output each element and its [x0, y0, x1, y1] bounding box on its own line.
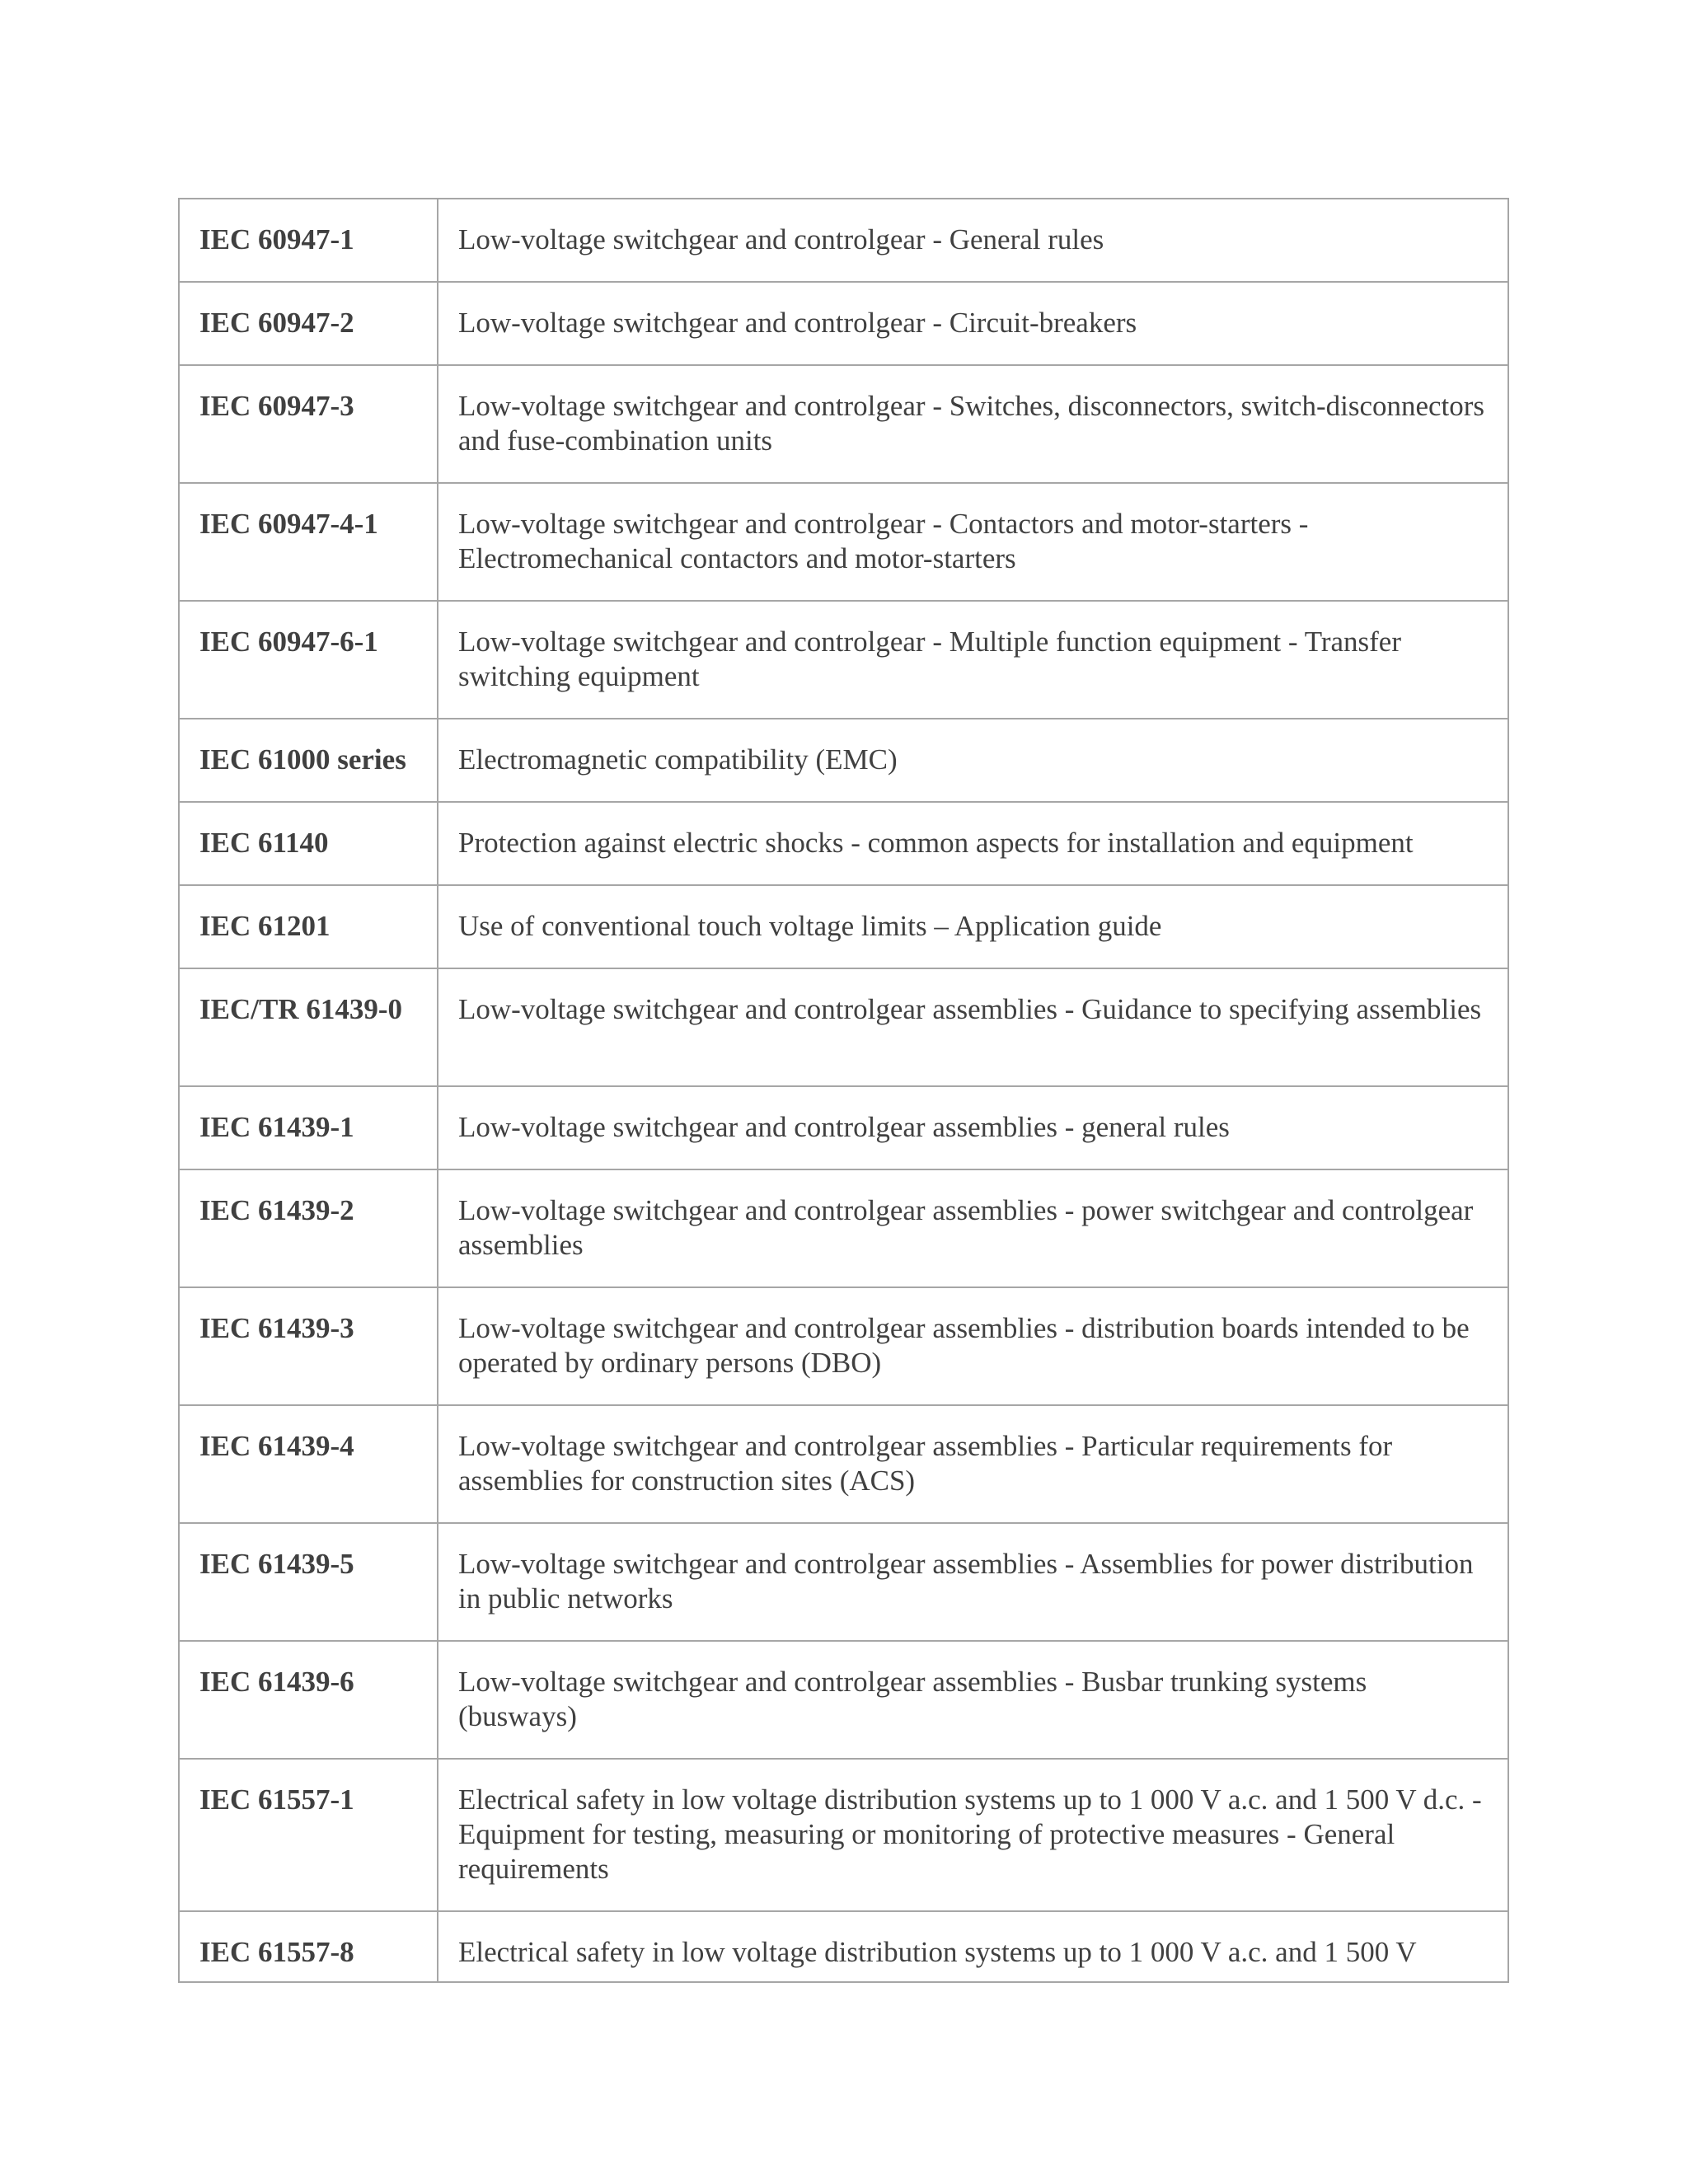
table-row — [179, 802, 1508, 885]
standard-code: IEC 61000 series — [179, 719, 438, 802]
standard-code: IEC 60947-6-1 — [179, 601, 438, 719]
table-row — [179, 365, 1508, 483]
standard-code: IEC 61439-6 — [179, 1641, 438, 1759]
standard-code: IEC 61557-8 — [179, 1911, 438, 1982]
standard-title: Low-voltage switchgear and controlgear assemblies - Guidance to specifying assemblies — [438, 968, 1508, 1086]
standard-code: IEC 61140 — [179, 802, 438, 885]
table-row — [179, 1759, 1508, 1911]
table-row — [179, 1523, 1508, 1641]
standard-title: Low-voltage switchgear and controlgear assemblies - power switchgear and controlgear assemblies — [438, 1169, 1508, 1287]
standard-title: Low-voltage switchgear and controlgear - General rules — [438, 199, 1508, 282]
standard-title: Low-voltage switchgear and controlgear - Circuit-breakers — [438, 282, 1508, 365]
table-row — [179, 601, 1508, 719]
table-row — [179, 282, 1508, 365]
standard-code: IEC 61201 — [179, 885, 438, 968]
table-row — [179, 1641, 1508, 1759]
table-row — [179, 1405, 1508, 1523]
table-row — [179, 1287, 1508, 1405]
standard-code: IEC 61439-3 — [179, 1287, 438, 1405]
table-row — [179, 1086, 1508, 1169]
standard-code: IEC 60947-1 — [179, 199, 438, 282]
standard-code: IEC 61439-2 — [179, 1169, 438, 1287]
standard-title: Electrical safety in low voltage distribution systems up to 1 000 V a.c. and 1 500 V d.c. - Equipment for testing, measuring or monitoring of protective measures - General requirements — [438, 1759, 1508, 1911]
standard-code: IEC 60947-2 — [179, 282, 438, 365]
standard-title: Low-voltage switchgear and controlgear assemblies - Particular requirements for assemblies for construction sites (ACS) — [438, 1405, 1508, 1523]
standard-title: Low-voltage switchgear and controlgear assemblies - Busbar trunking systems (busways) — [438, 1641, 1508, 1759]
standard-title: Low-voltage switchgear and controlgear assemblies - Assemblies for power distribution in public networks — [438, 1523, 1508, 1641]
standard-title: Low-voltage switchgear and controlgear assemblies - general rules — [438, 1086, 1508, 1169]
table-row — [179, 1911, 1508, 1982]
standard-code: IEC 61439-5 — [179, 1523, 438, 1641]
standard-code: IEC/TR 61439-0 — [179, 968, 438, 1086]
table-row — [179, 199, 1508, 282]
standard-code: IEC 60947-4-1 — [179, 483, 438, 601]
table-row — [179, 719, 1508, 802]
standard-code: IEC 61439-4 — [179, 1405, 438, 1523]
table-row — [179, 1169, 1508, 1287]
standard-code: IEC 61439-1 — [179, 1086, 438, 1169]
standard-title: Electrical safety in low voltage distribution systems up to 1 000 V a.c. and 1 500 V — [438, 1911, 1508, 1982]
standard-title: Low-voltage switchgear and controlgear assemblies - distribution boards intended to be operated by ordinary persons (DBO) — [438, 1287, 1508, 1405]
standard-title: Low-voltage switchgear and controlgear - Switches, disconnectors, switch-disconnectors and fuse-combination units — [438, 365, 1508, 483]
standard-title: Electromagnetic compatibility (EMC) — [438, 719, 1508, 802]
standards-table — [178, 198, 1509, 1983]
standard-title: Use of conventional touch voltage limits – Application guide — [438, 885, 1508, 968]
standard-code: IEC 61557-1 — [179, 1759, 438, 1911]
table-row — [179, 483, 1508, 601]
standard-title: Protection against electric shocks - common aspects for installation and equipment — [438, 802, 1508, 885]
standard-title: Low-voltage switchgear and controlgear - Contactors and motor-starters - Electromechanical contactors and motor-starters — [438, 483, 1508, 601]
standard-code: IEC 60947-3 — [179, 365, 438, 483]
standard-title: Low-voltage switchgear and controlgear - Multiple function equipment - Transfer switching equipment — [438, 601, 1508, 719]
table-row — [179, 968, 1508, 1086]
table-row — [179, 885, 1508, 968]
